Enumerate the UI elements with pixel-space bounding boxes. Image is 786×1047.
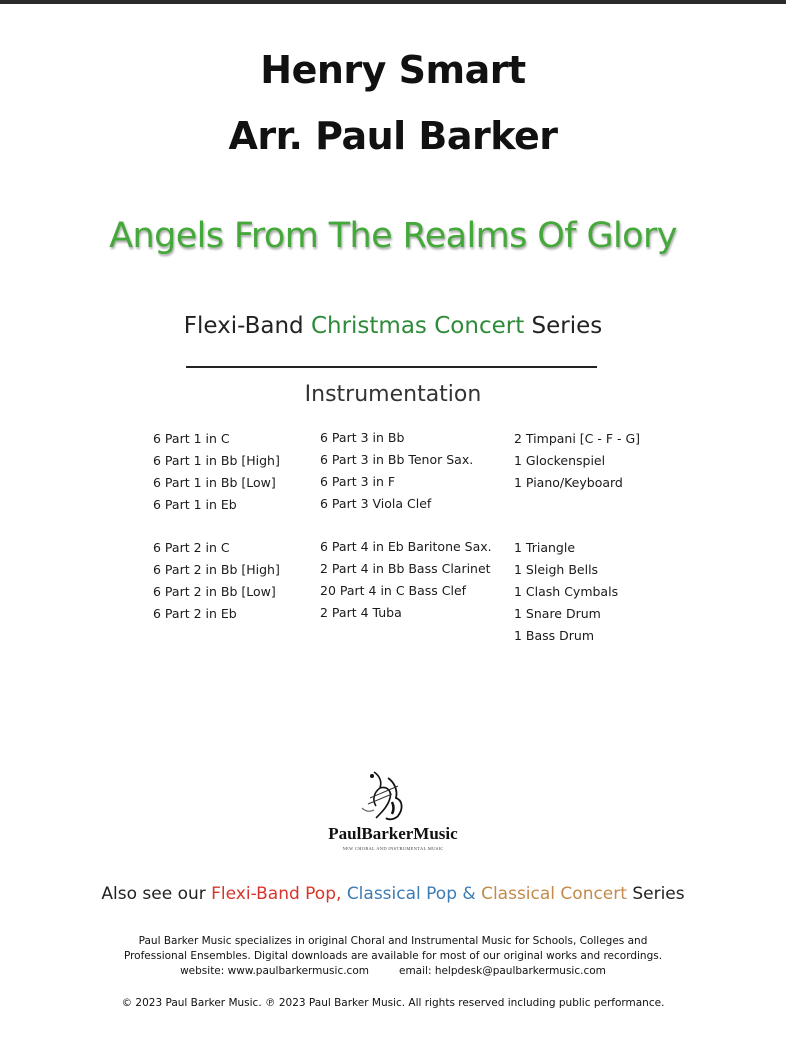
instrument-item: 6 Part 3 in F: [320, 474, 396, 489]
instrument-item: 1 Bass Drum: [514, 628, 595, 643]
info-line-1: Paul Barker Music specializes in original Choral and Instrumental Music for Schools, Colleges and: [138, 935, 648, 947]
instrument-column-1b: [153, 537, 280, 625]
info-line-2: Professional Ensembles. Digital downloads are available for most of our original works and recordings.: [123, 950, 663, 962]
instrument-column-2a: [320, 427, 473, 515]
instrument-column-2b: [320, 536, 492, 624]
instrument-item: 1 Glockenspiel: [514, 453, 606, 468]
instrument-item: 1 Snare Drum: [514, 606, 601, 621]
instrument-column-3a: [514, 428, 640, 494]
series-prefix: Flexi-Band: [183, 313, 304, 339]
instrument-item: 6 Part 2 in Bb [High]: [153, 562, 280, 577]
website-link[interactable]: website: www.paulbarkermusic.com: [180, 965, 369, 977]
instrument-item: 6 Part 1 in Bb [Low]: [153, 475, 276, 490]
instrumentation-heading: Instrumentation: [304, 382, 482, 407]
instrument-item: 6 Part 1 in C: [153, 431, 230, 446]
instrument-item: 20 Part 4 in C Bass Clef: [320, 583, 467, 598]
instrument-item: 6 Part 3 in Bb Tenor Sax.: [320, 452, 474, 467]
top-border: [0, 0, 786, 4]
instrument-item: 2 Timpani [C - F - G]: [514, 431, 641, 446]
instrument-item: 6 Part 1 in Bb [High]: [153, 453, 280, 468]
instrument-item: 6 Part 3 in Bb: [320, 430, 405, 445]
instrument-item: 2 Part 4 Tuba: [320, 605, 402, 620]
email-link[interactable]: email: helpdesk@paulbarkermusic.com: [398, 965, 606, 977]
instrument-item: 6 Part 4 in Eb Baritone Sax.: [320, 539, 492, 554]
instrument-item: 2 Part 4 in Bb Bass Clarinet: [320, 561, 491, 576]
also-see-flexi-pop: Flexi-Band Pop,: [211, 884, 342, 904]
instrument-item: 1 Triangle: [514, 540, 576, 555]
logo-name: PaulBarkerMusic: [328, 824, 458, 843]
instrument-item: 1 Clash Cymbals: [514, 584, 619, 599]
logo-tagline: NEW CHORAL AND INSTRUMENTAL MUSIC: [342, 846, 444, 851]
instrument-item: 6 Part 2 in Eb: [153, 606, 237, 621]
divider: [186, 366, 597, 368]
violin-icon: [352, 768, 422, 824]
series-highlight: Christmas Concert: [310, 313, 525, 339]
also-see-suffix: Series: [632, 884, 685, 904]
also-see-classical-concert: Classical Concert: [481, 884, 627, 904]
also-see-prefix: Also see our: [101, 884, 206, 904]
piece-title: Angels From The Realms Of Glory: [109, 216, 677, 256]
series-suffix: Series: [531, 313, 603, 339]
also-see-classical-pop: Classical Pop: [346, 884, 457, 904]
series-line: [0, 313, 786, 339]
also-see-line: [0, 884, 786, 904]
instrument-item: 1 Piano/Keyboard: [514, 475, 623, 490]
copyright-notice: © 2023 Paul Barker Music. ℗ 2023 Paul Barker Music. All rights reserved including public performance.: [121, 997, 665, 1009]
instrument-column-1a: [153, 428, 280, 516]
publisher-info: [0, 934, 786, 979]
instrument-item: 6 Part 3 Viola Clef: [320, 496, 432, 511]
instrument-item: 1 Sleigh Bells: [514, 562, 599, 577]
instrument-column-3b: [514, 537, 618, 647]
publisher-logo: [300, 768, 486, 858]
arranger-name: Arr. Paul Barker: [228, 114, 558, 158]
also-see-ampersand: &: [462, 884, 476, 904]
instrument-item: 6 Part 2 in Bb [Low]: [153, 584, 276, 599]
instrument-item: 6 Part 1 in Eb: [153, 497, 237, 512]
composer-name: Henry Smart: [260, 48, 526, 92]
contact-line: [0, 964, 786, 979]
instrument-item: 6 Part 2 in C: [153, 540, 230, 555]
